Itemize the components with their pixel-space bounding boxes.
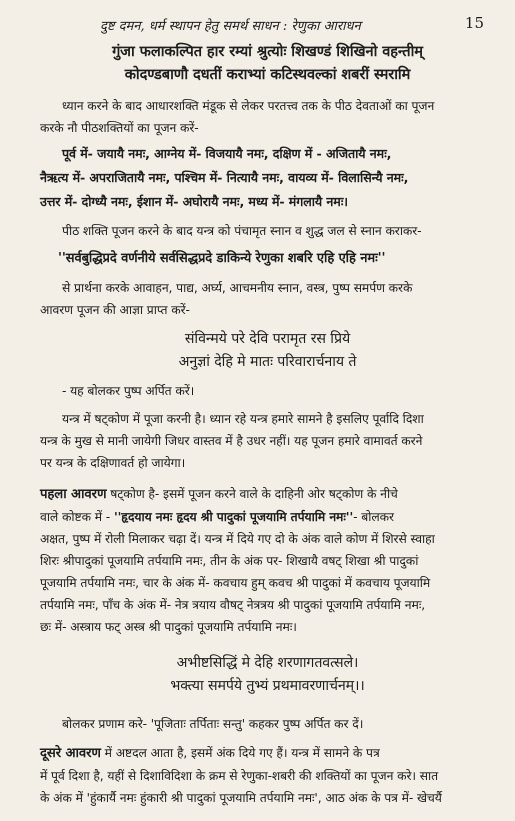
paragraph-line: करके नौ पीठशक्तियों का पूजन करें- xyxy=(40,121,199,135)
paragraph-pranama: बोलकर प्रणाम करे- 'पूजिताः तर्पिताः सन्तु' कहकर पुष्प अर्पित कर दें। xyxy=(62,717,364,731)
top-shloka xyxy=(40,40,495,86)
direction-line: नैऋत्य में- अपराजितायै नमः, पश्चिम में- नित्यायै नमः, वायव्य में- विलासिन्यै नमः, xyxy=(40,170,409,185)
section-line: तर्पयामि नमः, पाँच के अंक में- नेत्र त्रयाय वौषट् नेत्रत्रय श्री पादुकां पूजयामि तर्पयामि नमः, xyxy=(40,598,426,612)
paragraph-line: ध्यान करने के बाद आधारशक्ति मंडूक से लेकर परतत्त्व तक के पीठ देवताओं का पूजन xyxy=(62,99,435,113)
header-title: दुष्ट दमन, धर्म स्थापन हेतु समर्थ साधन : रेणुका आराधन xyxy=(100,19,361,34)
section-text: में अष्टदल आता है, इसमें अंक दिये गए हैं। यन्त्र में सामने के पत्र xyxy=(100,746,380,760)
section-line: छः में- अस्त्राय फट् अस्त्र श्री पादुकां पूजयामि तर्पयामि नमः। xyxy=(40,620,297,634)
verse-abhishta xyxy=(40,652,495,698)
verse-line: अभीष्टसिद्धिं मे देहि शरणागतवत्सले। xyxy=(176,655,359,671)
section-line: में पूर्व दिशा है, यहीं से दिशाविदिशा के क्रम से रेणुका-शबरी की शक्तियों का पूजन करे। सात xyxy=(40,769,439,783)
direction-mantras xyxy=(40,142,495,214)
section-text: षट्कोण है- इसमें पूजन करने वाले के दाहिनी ओर षट्कोण के नीचे xyxy=(106,487,398,501)
section-line: पूजयामि तर्पयामि नमः, चार के अंक में- कवचाय हुम् कवच श्री पादुकां में कवचाय पूजयामि xyxy=(40,576,431,590)
verse-line: अनुज्ञां देहि मे मातः परिवारार्चनाय ते xyxy=(178,354,357,370)
paragraph-snana: पीठ शक्ति पूजन करने के बाद यन्त्र को पंचामृत स्नान व शुद्ध जल से स्नान कराकर- xyxy=(62,224,422,238)
verse-samvinmaye xyxy=(40,328,495,374)
mantra-sarvabuddhiprade: ''सर्वबुद्धिप्रदे वर्णनीये सर्वसिद्धप्रदे डाकिन्ये रेणुका शबरि एहि एहि नमः'' xyxy=(58,251,386,266)
hridaya-mantra: ''हृदयाय नमः हृदय श्री पादुकां पूजयामि तर्पयामि नमः'' xyxy=(113,510,354,524)
section-heading: पहला आवरण xyxy=(40,487,107,502)
section-second-avarana xyxy=(40,742,495,809)
direction-line: उत्तर में- दोग्ध्यै नमः, ईशान में- अघोरायै नमः, मध्य में- मंगलायै नमः। xyxy=(40,194,348,209)
paragraph-line: यन्त्र के मुख से मानी जायेगी जिधर वास्तव में है उधर नहीं। यह पूजन हमारे वामावर्त करने xyxy=(40,434,423,448)
section-first-avarana xyxy=(40,483,495,638)
paragraph-avahana xyxy=(40,277,495,321)
note-pushpa: - यह बोलकर पुष्प अर्पित करें। xyxy=(62,384,195,398)
section-line: शिरः श्रीपादुकां पूजयामि तर्पयामि नमः, तीन के अंक पर- शिखायै वषट् शिखा श्री पादुकां xyxy=(40,554,419,568)
paragraph-pitha-devata xyxy=(40,95,495,139)
shloka-line-1: गुंजा फलाकल्पित हार रम्यां श्रुत्योः शिखण्डं शिखिनो वहन्तीम् xyxy=(112,43,423,60)
direction-line: पूर्व में- जयायै नमः, आग्नेय में- विजयायै नमः, दक्षिण में - अजितायै नमः, xyxy=(62,146,392,161)
paragraph-line: यन्त्र में षट्कोण में पूजा करनी है। ध्यान रहे यन्त्र हमारे सामने है इसलिए पूर्वादि दिशा xyxy=(62,412,424,426)
paragraph-line: आवरण पूजन की आज्ञा प्राप्त करें- xyxy=(40,303,190,317)
section-line xyxy=(40,742,495,765)
section-line: के अंक में 'हुंकार्यै नमः हुंकारी श्री पादुकां पूजयामि तर्पयामि नमः', आठ अंक के पत्र में- खेचर्यै xyxy=(40,791,442,805)
paragraph-line: पर यन्त्र के दक्षिणावर्त हो जायेगा। xyxy=(40,456,186,470)
page-number: 15 xyxy=(464,14,484,32)
section-line xyxy=(40,483,495,506)
running-header xyxy=(60,14,490,36)
section-line: अक्षत, पुष्प में रोली मिलाकर चढ़ा दें। यन्त्र में दिये गए दो के अंक वाले कोण में शिरसे स्वाहा xyxy=(40,532,435,546)
paragraph-line: से प्रार्थना करके आवाहन, पाद्य, अर्घ्य, आचमनीय स्नान, वस्त्र, पुष्प समर्पण करके xyxy=(62,281,413,295)
section-heading: दूसरे आवरण xyxy=(40,746,101,761)
shloka-line-2: कोदण्डबाणौ दधतीं कराभ्यां कटिस्थवल्कां शबरीं स्मरामि xyxy=(124,66,411,83)
section-line: वाले कोष्टक में - ''हृदयाय नमः हृदय श्री पादुकां पूजयामि तर्पयामि नमः''- बोलकर xyxy=(40,510,394,524)
verse-line: संविन्मये परे देवि परामृत रस प्रिये xyxy=(184,331,351,347)
paragraph-shatkona xyxy=(40,408,495,474)
verse-line: भक्त्या समर्पये तुभ्यं प्रथमावरणार्चनम्।। xyxy=(170,678,365,694)
